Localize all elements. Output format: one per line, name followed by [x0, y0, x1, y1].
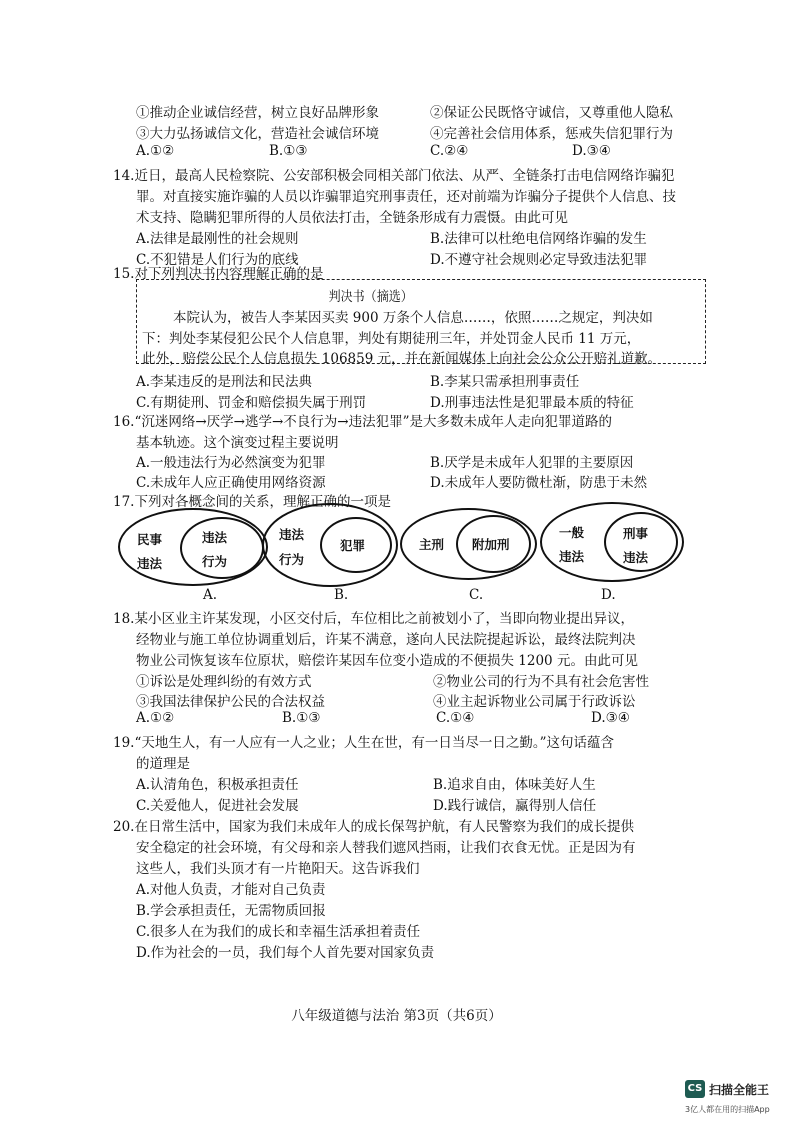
choice-c: C.未成年人应正确使用网络资源 — [136, 475, 326, 491]
choice-c: C.①④ — [436, 710, 475, 726]
right-label-1: 刑事 — [623, 526, 649, 541]
option-1: ①诉讼是处理纠纷的有效方式 — [136, 674, 312, 690]
stem: 17.下列对各概念间的关系，理解正确的一项是 — [113, 494, 391, 510]
stem-line-1: 20.在日常生活中，国家为我们未成年人的成长保驾护航，有人民警察为我们的成长提供 — [113, 819, 634, 835]
choice-d: D.③④ — [591, 710, 630, 726]
right-label-2: 违法 — [623, 550, 649, 565]
diagram-c-label: C. — [469, 587, 484, 603]
box-line-3: 此外，赔偿公民个人信息损失 106859 元，并在新闻媒体上向社会公众公开赔礼道歉。 — [142, 351, 662, 367]
choice-a: A.对他人负责，才能对自己负责 — [136, 882, 326, 898]
diagram-c — [400, 508, 537, 580]
stem-line-1: 19.“天地生人，有一人应有一人之业；人生在世，有一日当尽一日之勤。”这句话蕴含 — [113, 735, 615, 751]
choice-d: D.作为社会的一员，我们每个人首先要对国家负责 — [136, 945, 435, 961]
box-line-1: 本院认为，被告人李某因买卖 900 万条个人信息……，依照……之规定，判决如 — [173, 310, 653, 326]
choice-b: B.①③ — [282, 710, 321, 726]
choice-d: D.未成年人要防微杜渐，防患于未然 — [430, 475, 648, 491]
option-3: ③大力弘扬诚信文化，营造社会诚信环境 — [136, 126, 379, 142]
diagram-d-label: D. — [601, 587, 616, 603]
stem-line-2: 的道理是 — [136, 756, 190, 772]
left-label-1: 一般 — [559, 525, 585, 540]
camscanner-logo-icon: CS — [685, 1080, 705, 1098]
outer-label-2: 行为 — [279, 552, 305, 567]
left-label: 主刑 — [419, 537, 445, 552]
diagram-b — [262, 503, 398, 587]
option-3: ③我国法律保护公民的合法权益 — [136, 694, 325, 710]
choice-a: A.①② — [136, 710, 175, 726]
right-label: 附加刑 — [472, 537, 510, 552]
outer-label-1: 民事 — [137, 532, 163, 547]
inner-label: 犯罪 — [340, 538, 366, 553]
diagram-a-label: A. — [203, 587, 218, 603]
outer-label-2: 违法 — [137, 556, 163, 571]
option-1: ①推动企业诚信经营，树立良好品牌形象 — [136, 105, 379, 121]
option-4: ④业主起诉物业公司属于行政诉讼 — [433, 694, 636, 710]
box-line-2: 下：判处李某侵犯公民个人信息罪，判处有期徒刑三年，并处罚金人民币 11 万元， — [142, 331, 641, 347]
choice-d: D.不遵守社会规则必定导致违法犯罪 — [430, 252, 648, 268]
option-2: ②保证公民既恪守诚信，又尊重他人隐私 — [430, 105, 673, 121]
outer-label-1: 违法 — [279, 527, 305, 542]
watermark-name: 扫描全能王 — [709, 1083, 770, 1097]
choice-b: B.学会承担责任，无需物质回报 — [136, 903, 326, 919]
choice-c: C.不犯错是人们行为的底线 — [136, 252, 299, 268]
stem-line-2: 经物业与施工单位协调重划后，许某不满意，遂向人民法院提起诉讼，最终法院判决 — [136, 632, 636, 648]
watermark-slogan: 3亿人都在用的扫描App — [685, 1105, 770, 1114]
choice-d: D.践行诚信，赢得别人信任 — [433, 798, 597, 814]
choice-a: A.认清角色，积极承担责任 — [136, 777, 299, 793]
choice-a: A.法律是最刚性的社会规则 — [136, 231, 299, 247]
box-title: 判决书（摘选） — [328, 289, 413, 305]
choice-b: B.①③ — [269, 143, 308, 159]
stem-line-2: 基本轨迹。这个演变过程主要说明 — [136, 435, 339, 451]
choice-a: A.李某违反的是刑法和民法典 — [136, 374, 313, 390]
choice-b: B.追求自由，体味美好人生 — [433, 777, 596, 793]
diagram-a — [118, 508, 268, 586]
option-2: ②物业公司的行为不具有社会危害性 — [433, 674, 649, 690]
stem: 15.对下列判决书内容理解正确的是 — [113, 266, 324, 282]
choice-d: D.③④ — [572, 143, 611, 159]
stem-line-1: 18.某小区业主许某发现，小区交付后，车位相比之前被划小了，当即向物业提出异议， — [113, 611, 634, 627]
stem-line-3: 术支持、隐瞒犯罪所得的人员依法打击，全链条形成有力震慑。由此可见 — [136, 210, 568, 226]
choice-b: B.厌学是未成年人犯罪的主要原因 — [430, 455, 634, 471]
left-label-2: 违法 — [559, 549, 585, 564]
choice-a: A.一般违法行为必然演变为犯罪 — [136, 455, 326, 471]
page-footer: 八年级道德与法治 第3页（共6页） — [291, 1008, 502, 1024]
stem-line-2: 安全稳定的社会环境，有父母和亲人替我们遮风挡雨，让我们衣食无忧。正是因为有 — [136, 840, 636, 856]
option-4: ④完善社会信用体系，惩戒失信犯罪行为 — [430, 126, 673, 142]
choice-a: A.①② — [136, 143, 175, 159]
choice-c: C.②④ — [430, 143, 469, 159]
inner-label-1: 违法 — [202, 530, 228, 545]
choice-d: D.刑事违法性是犯罪最本质的特征 — [430, 395, 634, 411]
diagram-d — [540, 502, 684, 582]
diagram-b-label: B. — [334, 587, 349, 603]
stem-line-3: 这些人，我们头顶才有一片艳阳天。这告诉我们 — [136, 861, 420, 877]
choice-b: B.法律可以杜绝电信网络诈骗的发生 — [430, 231, 647, 247]
stem-line-2: 罪。对直接实施诈骗的人员以诈骗罪追究刑事责任，还对前端为诈骗分子提供个人信息、技 — [136, 189, 676, 205]
choice-b: B.李某只需承担刑事责任 — [430, 374, 580, 390]
stem-line-1: 16.“沉迷网络→厌学→逃学→不良行为→违法犯罪”是大多数未成年人走向犯罪道路的 — [113, 414, 613, 430]
choice-c: C.有期徒刑、罚金和赔偿损失属于刑罚 — [136, 395, 367, 411]
stem-line-3: 物业公司恢复该车位原状，赔偿许某因车位变小造成的不便损失 1200 元。由此可见 — [136, 653, 638, 669]
choice-c: C.关爱他人，促进社会发展 — [136, 798, 299, 814]
inner-label-2: 行为 — [202, 554, 228, 569]
stem-line-1: 14.近日，最高人民检察院、公安部积极会同相关部门依法、从严、全链条打击电信网络诈骗犯 — [113, 168, 675, 184]
choice-c: C.很多人在为我们的成长和幸福生活承担着责任 — [136, 924, 421, 940]
